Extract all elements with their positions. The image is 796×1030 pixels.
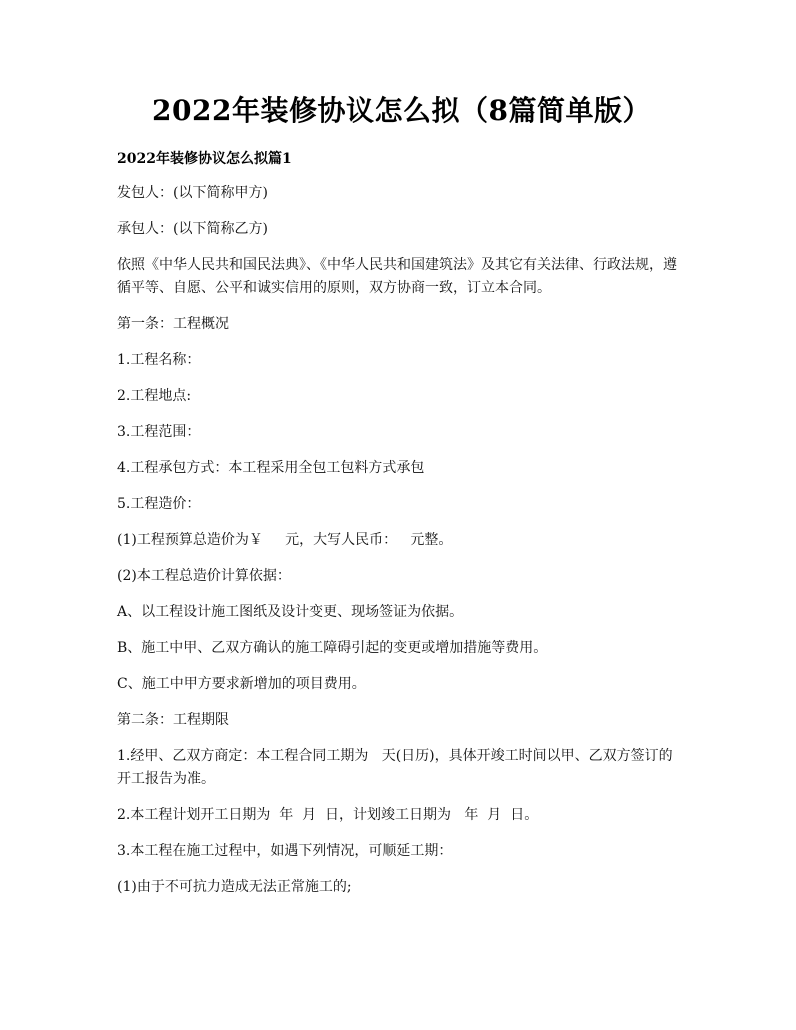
paragraph-budget-total: (1)工程预算总造价为￥ 元，大写人民币： 元整。 [117, 532, 453, 548]
paragraph-basis-a: A、以工程设计施工图纸及设计变更、现场签证为依据。 [117, 604, 464, 620]
paragraph-employer: 发包人：(以下简称甲方) [117, 185, 268, 201]
paragraph-contractor: 承包人：(以下简称乙方) [117, 221, 268, 237]
paragraph-project-cost: 5.工程造价： [117, 496, 201, 512]
paragraph-project-location: 2.工程地点: [117, 388, 192, 404]
paragraph-contract-period: 1.经甲、乙双方商定：本工程合同工期为 天(日历)，具体开竣工时间以甲、乙双方签订的开工报告为准。 [117, 748, 673, 787]
paragraph-preamble: 依照《中华人民共和国民法典》、《中华人民共和国建筑法》及其它有关法律、行政法规，遵循平等、自愿、公平和诚实信用的原则，双方协商一致，订立本合同。 [117, 257, 677, 296]
document-title: 2022年装修协议怎么拟（8篇简单版） [152, 94, 651, 127]
paragraph-project-name: 1.工程名称： [117, 352, 201, 368]
paragraph-basis-c: C、施工中甲方要求新增加的项目费用。 [117, 676, 366, 692]
section-heading: 2022年装修协议怎么拟篇1 [117, 151, 292, 167]
paragraph-cost-basis: (2)本工程总造价计算依据： [117, 568, 291, 584]
paragraph-extension-conditions: 3.本工程在施工过程中，如遇下列情况，可顺延工期： [117, 843, 453, 859]
paragraph-planned-dates: 2.本工程计划开工日期为 年 月 日，计划竣工日期为 年 月 日。 [117, 807, 539, 823]
paragraph-basis-b: B、施工中甲、乙双方确认的施工障碍引起的变更或增加措施等费用。 [117, 640, 548, 656]
paragraph-project-scope: 3.工程范围： [117, 424, 201, 440]
paragraph-force-majeure: (1)由于不可抗力造成无法正常施工的; [117, 879, 352, 895]
paragraph-contract-mode: 4.工程承包方式：本工程采用全包工包料方式承包 [117, 460, 425, 476]
article-2-heading: 第二条：工程期限 [117, 712, 229, 728]
article-1-heading: 第一条：工程概况 [117, 316, 229, 332]
